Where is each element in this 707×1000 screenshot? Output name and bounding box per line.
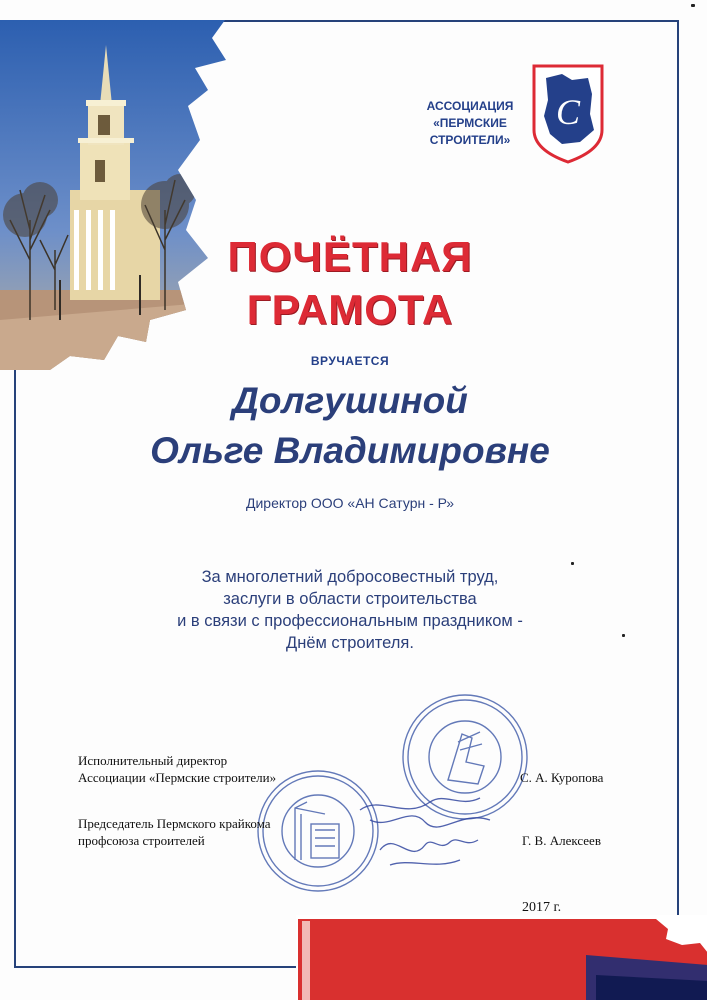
certificate-year: 2017 г. [522,900,562,915]
signatory-1-title [78,752,276,786]
signatory-2-title-line-1: Председатель Пермского крайкома [78,816,271,831]
association-name-line-1: АССОЦИАЦИЯ [426,99,514,113]
logo-letter: С [555,92,581,132]
handwritten-signatures [350,790,500,880]
signatory-1-title-line-2: Ассоциации «Пермские строители» [78,770,277,785]
certificate-title-line-2: ГРАМОТА [246,286,454,333]
award-reason [120,566,580,654]
recipient-surname: Долгушиной [232,380,468,421]
association-name-line-2: «ПЕРМСКИЕ [433,116,507,130]
awarded-label: ВРУЧАЕТСЯ [310,354,390,368]
signatory-2-name: Г. В. Алексеев [522,833,601,848]
award-reason-line-4: Днём строителя. [286,634,414,652]
signatory-1-name: С. А. Куропова [520,770,604,785]
corner-mark [691,4,695,7]
signatory-2-title [78,815,271,849]
award-reason-line-3: и в связи с профессиональным праздником - [177,612,523,630]
recipient-position: Директор ООО «АН Сатурн - Р» [245,495,454,511]
association-name-line-3: СТРОИТЕЛИ» [429,133,511,147]
association-name [415,98,525,149]
footer-decoration [296,915,707,1000]
scan-mark-2 [622,634,625,637]
award-reason-line-1: За многолетний добросовестный труд, [201,568,499,586]
signatory-2-title-line-2: профсоюза строителей [78,833,205,848]
association-logo [532,64,604,164]
scan-mark [571,562,574,565]
signatory-1-title-line-1: Исполнительный директор [78,753,228,768]
recipient-given-names: Ольге Владимировне [150,430,550,471]
certificate-title-line-1: ПОЧЁТНАЯ [227,233,473,280]
award-reason-line-2: заслуги в области строительства [223,590,477,608]
